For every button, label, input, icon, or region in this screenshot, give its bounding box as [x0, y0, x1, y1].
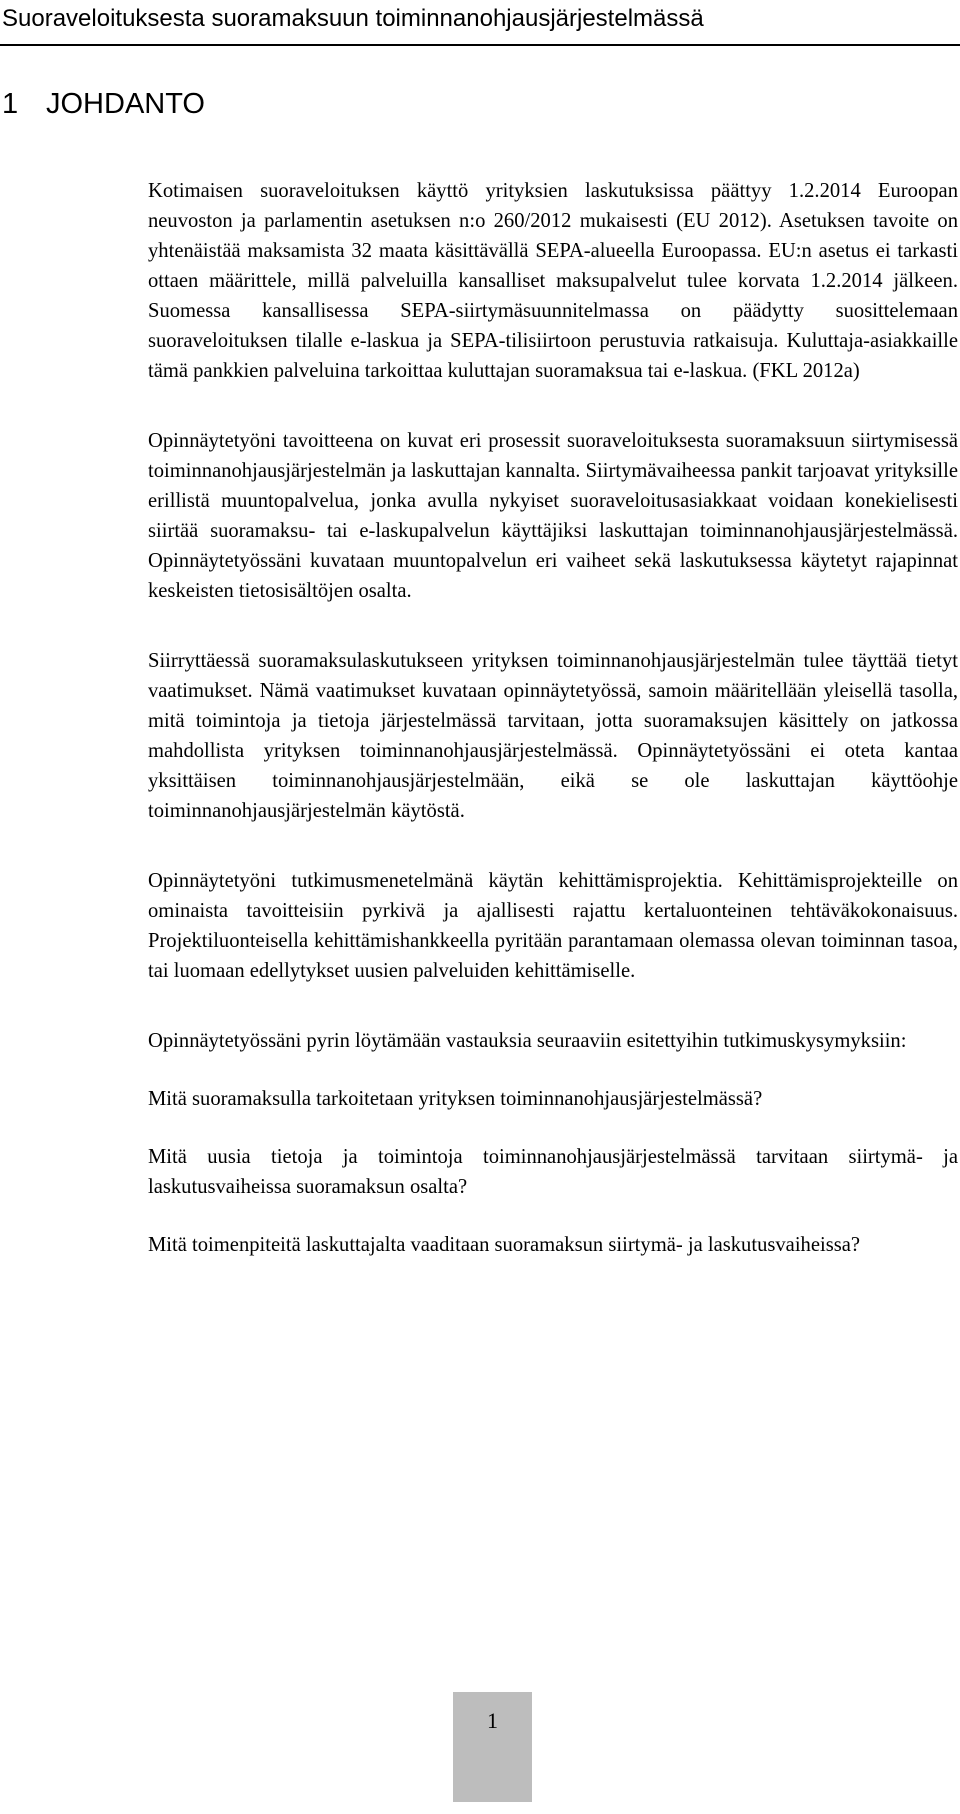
research-question-3: Mitä toimenpiteitä laskuttajalta vaaditaan suoramaksun siirtymä- ja laskutusvaiheissa? [148, 1234, 861, 1256]
running-header-title: Suoraveloituksesta suoramaksuun toiminnanohjausjärjestelmässä [2, 5, 704, 32]
research-question-1: Mitä suoramaksulla tarkoitetaan yrityksen toiminnanohjausjärjestelmässä? [148, 1088, 763, 1110]
running-header [0, 0, 960, 46]
chapter-number: 1 [2, 88, 19, 120]
paragraph-requirements: Siirryttäessä suoramaksulaskutukseen yrityksen toiminnanohjausjärjestelmän tulee täyttää tietyt vaatimukset. Nämä vaatimukset kuvataan opinnäytetyössä, samoin määritellään yleisellä tasolla, mitä toimintoja ja tietoja järjestelmässä tarvitaan, jotta suoramaksujen käsittely on jatkossa mahdollista yrityksen toiminnanohjausjärjestelmässä. Opinnäytetyössäni ei oteta kantaa yksittäisen toiminnanohjausjärjestelmään, eikä se ole laskuttajan käyttöohje toiminnanohjausjärjestelmän käytöstä. [148, 650, 958, 822]
paragraph-questions-intro: Opinnäytetyössäni pyrin löytämään vastauksia seuraaviin esitettyihin tutkimuskysymyksiin: [148, 1030, 907, 1052]
paragraph-method: Opinnäytetyöni tutkimusmenetelmänä käytän kehittämisprojektia. Kehittämisprojekteille on ominaista tavoitteisiin pyrkivä ja ajallisesti rajattu kertaluonteinen tehtäväkokonaisuus. Projektiluonteisella kehittämishankkeella pyritään parantamaan olemassa olevan toiminnan tasoa, tai luomaan edellytykset uusien palveluiden kehittämiselle. [148, 870, 958, 982]
chapter-title: JOHDANTO [46, 88, 205, 120]
body-text [148, 176, 958, 1288]
page-number: 1 [487, 1708, 498, 1733]
paragraph-intro: Kotimaisen suoraveloituksen käyttö yrityksien laskutuksissa päättyy 1.2.2014 Euroopan neuvoston ja parlamentin asetuksen n:o 260/2012 mukaisesti (EU 2012). Asetuksen tavoite on yhtenäistää maksamista 32 maata käsittävällä SEPA-alueella Euroopassa. EU:n asetus ei tarkasti ottaen määrittele, millä palveluilla kansalliset maksupalvelut tulee korvata 1.2.2014 jälkeen. Suomessa kansallisessa SEPA-siirtymäsuunnitelmassa on päädytty suosittelemaan suoraveloituksen tilalle e-laskua ja SEPA-tilisiirtoon perustuvia ratkaisuja. Kuluttaja-asiakkaille tämä pankkien palveluina tarkoittaa kuluttajan suoramaksua tai e-laskua. (FKL 2012a) [148, 180, 958, 382]
research-question-2: Mitä uusia tietoja ja toimintoja toiminnanohjausjärjestelmässä tarvitaan siirtymä- ja laskutusvaiheissa suoramaksun osalta? [148, 1146, 958, 1198]
paragraph-objective: Opinnäytetyöni tavoitteena on kuvat eri prosessit suoraveloituksesta suoramaksuun siirtymisessä toiminnanohjausjärjestelmän ja laskuttajan kannalta. Siirtymävaiheessa pankit tarjoavat yrityksille erillistä muuntopalvelua, jonka avulla nykyiset suoraveloitusasiakkaat voidaan konekielisesti siirtää suoramaksu- tai e-laskupalvelun käyttäjiksi laskuttajan toiminnanohjausjärjestelmässä. Opinnäytetyössäni kuvataan muuntopalvelun eri vaiheet sekä laskutuksessa käytetyt rajapinnat keskeisten tietosisältöjen osalta. [148, 430, 958, 602]
chapter-heading [2, 86, 205, 122]
page-number-box [453, 1692, 532, 1802]
